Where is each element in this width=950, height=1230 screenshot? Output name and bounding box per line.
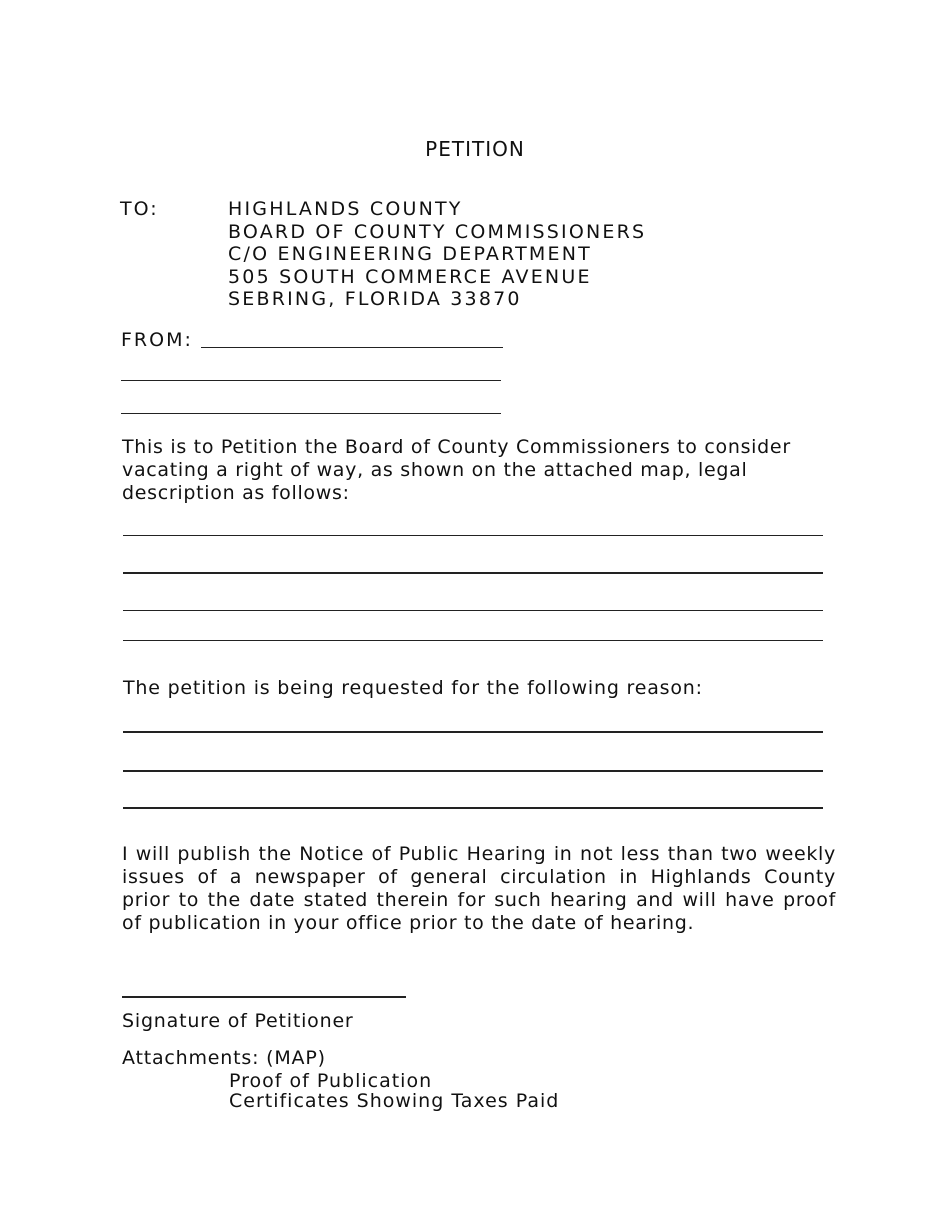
legal-description-line-4[interactable] [123,640,823,641]
reason-line-3[interactable] [123,807,823,809]
legal-description-line-1[interactable] [123,535,823,536]
page-title: PETITION [425,137,525,161]
signature-label: Signature of Petitioner [122,1010,354,1032]
attachment-item: Certificates Showing Taxes Paid [229,1090,560,1112]
from-name-line[interactable] [201,347,503,348]
from-label: FROM: [121,329,193,351]
reason-line-2[interactable] [123,770,823,772]
address-line: SEBRING, FLORIDA 33870 [228,288,522,310]
address-line: C/O ENGINEERING DEPARTMENT [228,243,592,265]
reason-paragraph: The petition is being requested for the following reason: [123,677,703,699]
attachment-item: Proof of Publication [229,1070,433,1092]
reason-line-1[interactable] [123,731,823,733]
from-address-line-1[interactable] [121,380,501,381]
attachments-label: Attachments: (MAP) [122,1047,326,1069]
address-line: BOARD OF COUNTY COMMISSIONERS [228,220,647,243]
address-line: HIGHLANDS COUNTY [228,198,463,220]
attachments-list [229,1071,559,1111]
signature-line[interactable] [122,996,406,998]
address-line: 505 SOUTH COMMERCE AVENUE [228,265,592,288]
legal-description-line-3[interactable] [123,610,823,611]
legal-description-line-2[interactable] [123,572,823,574]
to-label: TO: [120,198,159,220]
petition-paragraph: This is to Petition the Board of County Commissioners to consider vacating a right of way, as shown on the attached map, legal description as follows: [122,436,791,504]
from-address-line-2[interactable] [121,413,501,414]
publish-paragraph: I will publish the Notice of Public Hearing in not less than two weekly issues of a newspaper of general circulation in Highlands County prior to the date stated therein for such hearing and will have proof of publication in your office prior to the date of hearing. [122,843,836,934]
recipient-address [228,198,646,311]
